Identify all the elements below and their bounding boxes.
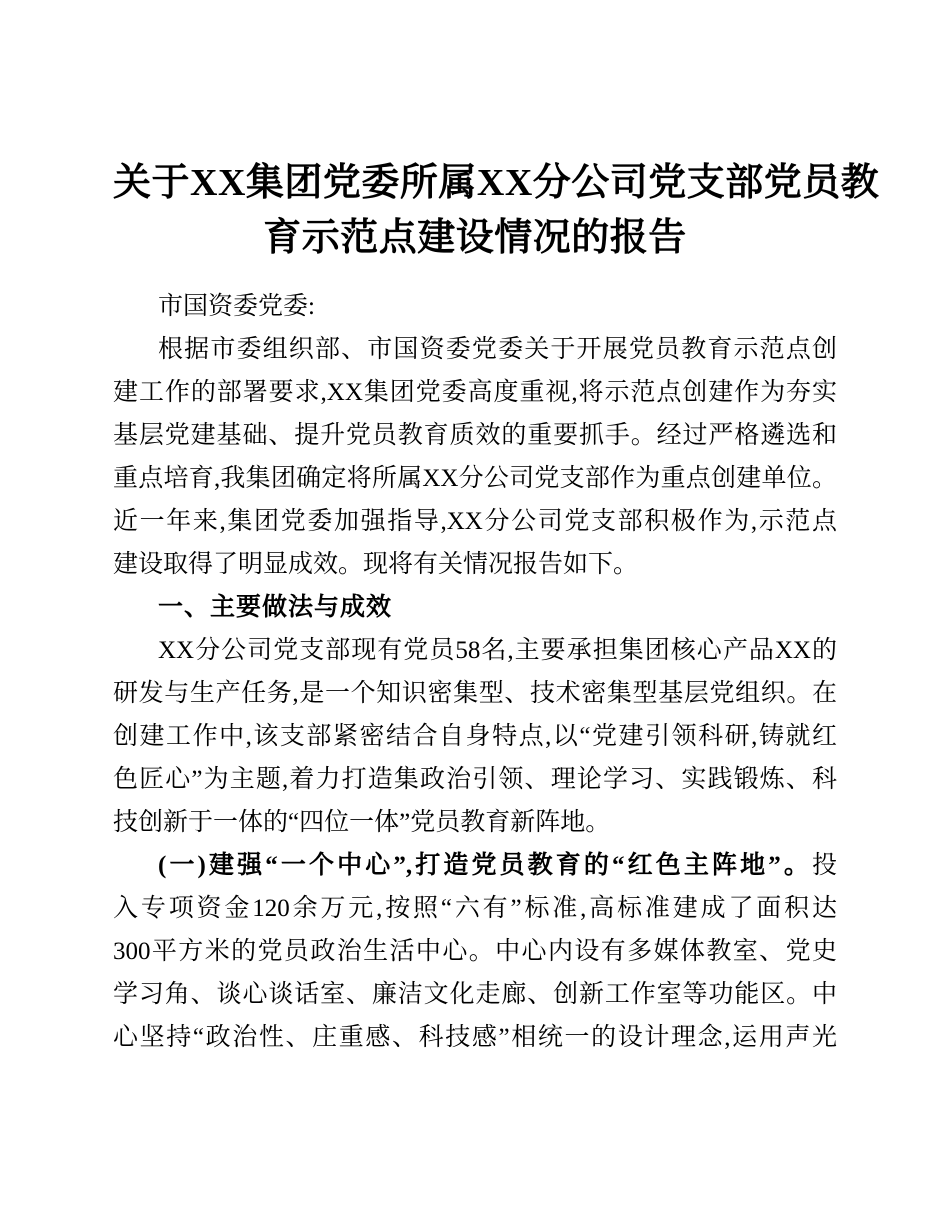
title-line-2: 育示范点建设情况的报告 xyxy=(263,217,687,259)
doc-line: 色匠心”为主题,着力打造集政治引领、理论学习、实践锻炼、科 xyxy=(113,766,837,793)
doc-line: 心坚持“政治性、庄重感、科技感”相统一的设计理念,运用声光 xyxy=(113,1024,837,1051)
document-content xyxy=(113,156,880,1059)
doc-line: 入专项资金120余万元,按照“六有”标准,高标准建成了面积达 xyxy=(113,895,837,922)
subsection-line xyxy=(113,844,837,887)
doc-line: 根据市委组织部、市国资委党委关于开展党员教育示范点创 xyxy=(158,336,837,363)
doc-line: 300平方米的党员政治生活中心。中心内设有多媒体教室、党史 xyxy=(113,938,837,965)
subsection-rest: 投 xyxy=(811,852,837,879)
doc-line: 学习角、谈心谈话室、廉洁文化走廊、创新工作室等功能区。中 xyxy=(113,981,837,1008)
doc-line: 创建工作中,该支部紧密结合自身特点,以“党建引领科研,铸就红 xyxy=(113,723,837,750)
doc-line: 技创新于一体的“四位一体”党员教育新阵地。 xyxy=(113,809,611,836)
doc-line: 建工作的部署要求,XX集团党委高度重视,将示范点创建作为夯实 xyxy=(113,379,837,406)
doc-line: 基层党建基础、提升党员教育质效的重要抓手。经过严格遴选和 xyxy=(113,422,837,449)
salutation-line: 市国资委党委: xyxy=(158,293,315,320)
document-title xyxy=(113,156,880,266)
subsection-lead: (一)建强“一个中心”,打造党员教育的“红色主阵地”。 xyxy=(158,852,812,879)
doc-line: 研发与生产任务,是一个知识密集型、技术密集型基层党组织。在 xyxy=(113,680,837,707)
doc-line: 近一年来,集团党委加强指导,XX分公司党支部积极作为,示范点 xyxy=(113,508,837,535)
doc-line: 重点培育,我集团确定将所属XX分公司党支部作为重点创建单位。 xyxy=(113,465,837,492)
doc-line: XX分公司党支部现有党员58名,主要承担集团核心产品XX的 xyxy=(158,637,837,664)
title-line-1: 关于XX集团党委所属XX分公司党支部党员教 xyxy=(113,162,880,204)
section-heading: 一、主要做法与成效 xyxy=(158,593,393,621)
doc-line: 建设取得了明显成效。现将有关情况报告如下。 xyxy=(113,551,639,578)
document-body xyxy=(113,285,837,1059)
